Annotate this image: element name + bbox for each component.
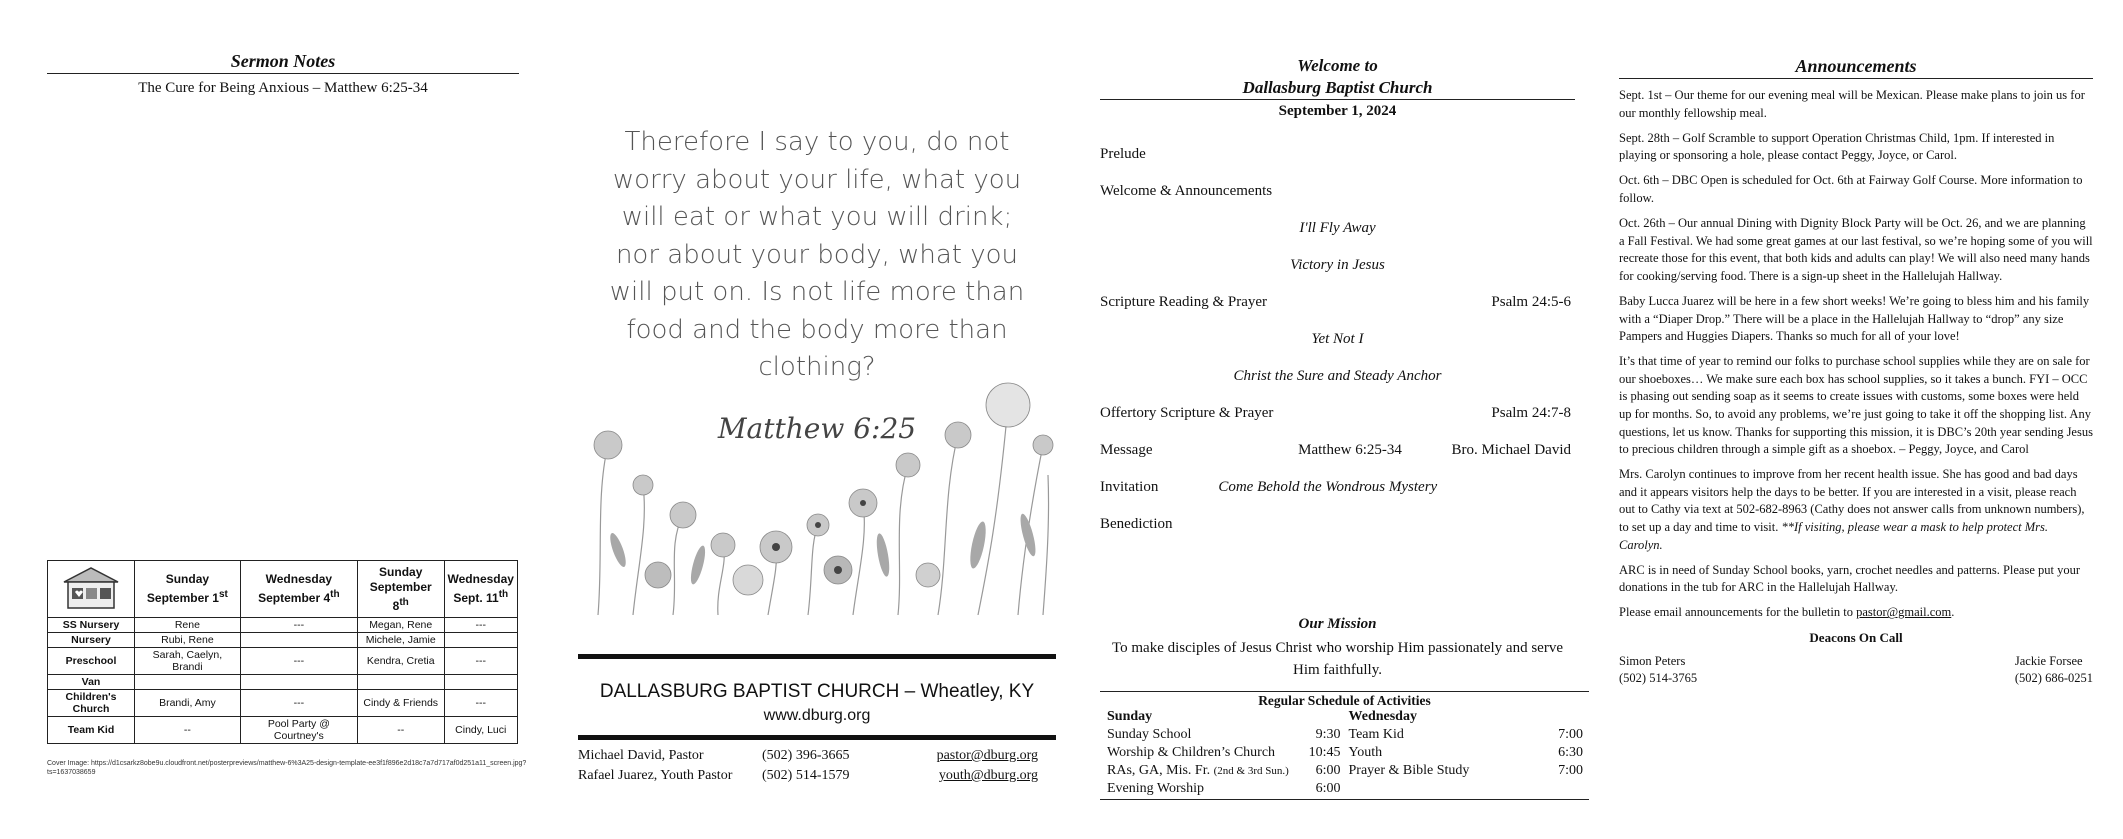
verse-text <box>578 124 1056 387</box>
service-item <box>1100 469 1575 506</box>
header-sup: th <box>330 589 340 600</box>
announcement-note: **If visiting, please wear a mask to help protect Mrs. Carolyn. <box>1619 520 2049 552</box>
table-header-row <box>48 561 518 618</box>
row-label: Children's Church <box>48 690 135 717</box>
row-label: Preschool <box>48 648 135 675</box>
row-label: Nursery <box>48 633 135 648</box>
verse-reference: Matthew 6:25 <box>717 412 917 445</box>
activity-name: Youth <box>1348 745 1383 760</box>
table-row <box>48 690 518 717</box>
deacon <box>1619 653 1697 687</box>
announcement-email-link[interactable]: pastor@gmail.com <box>1856 605 1952 620</box>
item-label: Message <box>1100 442 1153 458</box>
header-line1: Wednesday <box>447 572 514 586</box>
announcement: ARC is in need of Sunday School books, yarn, crochet needles and patterns. Please put your donations in the tub for ARC in the Hallelujah Hallway. <box>1619 562 2081 595</box>
table-row <box>48 633 518 648</box>
message-ref: Matthew 6:25-34 <box>1298 442 1402 458</box>
table-cell <box>444 675 517 690</box>
staff-email[interactable]: youth@dburg.org <box>938 768 1038 783</box>
table-row <box>48 675 518 690</box>
table-row <box>48 648 518 675</box>
staff-email[interactable]: pastor@dburg.org <box>936 748 1038 763</box>
song-item: I'll Fly Away <box>1299 220 1376 236</box>
activity-name: Team Kid <box>1348 727 1404 742</box>
header-sep8 <box>357 561 444 618</box>
header-sep1 <box>135 561 241 618</box>
schedule-columns <box>1100 709 1589 800</box>
activity-time: 7:00 <box>1558 727 1583 742</box>
activity-name: Prayer & Bible Study <box>1348 763 1470 778</box>
verse-line: nor about your body, what you <box>615 239 1019 270</box>
mission-text: To make disciples of Jesus Christ who worship Him passionately and serve Him faithfully. <box>1112 640 1563 678</box>
verse-line: clothing? <box>758 352 876 382</box>
announcement: Sept. 1st – Our theme for our evening meal will be Mexican. Please make plans to join us for our monthly fellowship meal. <box>1619 88 2085 120</box>
activity-name: Worship & Children’s Church <box>1107 745 1276 760</box>
activity-time: 6:00 <box>1315 781 1341 796</box>
announcement-text: Please email announcements for the bulletin to <box>1619 605 1853 620</box>
activity-time: 9:30 <box>1315 727 1341 742</box>
verse-line: Therefore I say to you, do not <box>624 127 1010 157</box>
announcement: Sept. 28th – Golf Scramble to support Operation Christmas Child, 1pm. If interested in playing or sponsoring a hole, please contact Peggy, Joyce, or Carol. <box>1619 130 2055 163</box>
schedule-row <box>1349 763 1584 781</box>
service-item <box>1100 506 1575 543</box>
header-line1: Sunday <box>379 564 423 579</box>
wednesday-column <box>1345 709 1590 799</box>
table-row <box>48 717 518 744</box>
header-sup: th <box>399 596 409 608</box>
sermon-subtitle: The Cure for Being Anxious – Matthew 6:25-34 <box>138 80 428 96</box>
table-cell: Rubi, Rene <box>135 633 241 648</box>
sermon-notes-panel <box>47 0 527 839</box>
deacon-name: Simon Peters <box>1619 653 1686 668</box>
header-sep11 <box>444 561 517 618</box>
church-name: DALLASBURG BAPTIST CHURCH – Wheatley, KY <box>599 681 1035 702</box>
table-cell: Kendra, Cretia <box>357 648 444 675</box>
header-line2: September 4 <box>258 591 331 605</box>
welcome-line: Welcome to <box>1297 56 1378 75</box>
sermon-notes-title: Sermon Notes <box>47 51 519 74</box>
announcement: Oct. 26th – Our annual Dining with Dignity Block Party will be Oct. 26, and we are planning a Fall Festival. We had some great games at our last festival, so we’re hoping some of you will recreate those for this event, that both kids and adults can play! We will also need many hands for cooking/serving food. There is a sign-up sheet in the Hallelujah Hallway. <box>1619 216 2093 283</box>
nursery-logo-cell <box>48 561 135 618</box>
table-cell: --- <box>240 690 357 717</box>
row-label: Team Kid <box>48 717 135 744</box>
schedule-row <box>1107 763 1341 781</box>
schedule-row <box>1107 745 1341 763</box>
header-line2: September 8 <box>369 579 432 613</box>
scripture-ref: Psalm 24:5-6 <box>1491 294 1571 310</box>
church-heading: Dallasburg Baptist Church <box>1242 78 1433 97</box>
staff-phone: (502) 514-1579 <box>762 768 850 783</box>
table-cell <box>357 675 444 690</box>
cover-image <box>578 120 1056 610</box>
table-cell: Michele, Jamie <box>357 633 444 648</box>
row-label: Van <box>48 675 135 690</box>
table-cell <box>135 675 241 690</box>
announcements-list <box>1619 87 2093 622</box>
activity-name: Sunday School <box>1107 727 1192 742</box>
table-cell: Megan, Rene <box>357 618 444 633</box>
table-cell: --- <box>240 618 357 633</box>
deacons-on-call <box>1619 653 2093 687</box>
church-info <box>578 654 1056 786</box>
announcements-title: Announcements <box>1619 56 2093 79</box>
wednesday-heading: Wednesday <box>1348 709 1417 724</box>
header-sep4 <box>240 561 357 618</box>
activity-time: 6:00 <box>1315 763 1341 778</box>
divider <box>578 735 1056 740</box>
schedule-row <box>1349 745 1584 763</box>
wildflowers-illustration <box>578 375 1056 615</box>
table-cell: --- <box>444 618 517 633</box>
service-item <box>1100 173 1575 210</box>
service-item <box>1100 136 1575 173</box>
deacon-phone: (502) 686-0251 <box>2014 670 2093 685</box>
verse-line: worry about your life, what you <box>612 164 1022 195</box>
staff-name: Michael David, Pastor <box>578 748 704 763</box>
table-row <box>48 618 518 633</box>
staff-row <box>578 746 1056 766</box>
activity-time: 6:30 <box>1558 745 1583 760</box>
staff-name: Rafael Juarez, Youth Pastor <box>578 768 733 783</box>
mission-title: Our Mission <box>1298 616 1377 632</box>
table-cell: Pool Party @ Courtney's <box>240 717 357 744</box>
divider <box>578 654 1056 659</box>
table-cell: -- <box>135 717 241 744</box>
activity-time: 10:45 <box>1308 745 1341 760</box>
verse-line: will put on. Is not life more than <box>609 277 1025 307</box>
table-cell: -- <box>357 717 444 744</box>
item-label: Invitation <box>1100 479 1159 495</box>
announcement: Oct. 6th – DBC Open is scheduled for Oct. 6th at Fairway Golf Course. More information to follow. <box>1619 173 2083 205</box>
schedule-row <box>1349 727 1584 745</box>
schedule-row <box>1107 781 1341 799</box>
cover-credit-label: Cover Image: <box>47 760 90 767</box>
header-line1: Wednesday <box>265 572 333 586</box>
staff-row <box>578 766 1056 786</box>
header-line2: September 1 <box>146 591 219 605</box>
welcome-heading <box>1100 55 1575 100</box>
announcement: It’s that time of year to remind our folks to purchase school supplies while they are on sale for our shoeboxes… We make sure each box has school supplies, so it takes a bunch. FYI – OCC is phasing out sending soap as it seems to create issues with customs, some boxes were held up for months. So, to avoid any problems, we’re just going to take it off the shopping list. Any questions, let us know. Thanks for supporting this mission, it is DBC’s 20th year sending Jesus to precious children through a simple gift as a shoebox. – Peggy, Joyce, and Carol <box>1619 354 2093 457</box>
deacons-title: Deacons On Call <box>1809 629 1903 645</box>
scripture-ref: Psalm 24:7-8 <box>1491 405 1571 421</box>
header-line1: Sunday <box>165 572 210 586</box>
activity-note: (2nd & 3rd Sun.) <box>1213 765 1289 777</box>
table-cell: Sarah, Caelyn, Brandi <box>135 648 241 675</box>
table-cell <box>444 633 517 648</box>
table-cell: --- <box>444 648 517 675</box>
schedule-row <box>1107 727 1341 745</box>
table-cell: Cindy & Friends <box>357 690 444 717</box>
table-cell: Rene <box>135 618 241 633</box>
staff-list <box>578 746 1056 786</box>
item-label: Prelude <box>1100 146 1146 162</box>
cover-credit-url: https://d1csarkz8obe9u.cloudfront.net/posterpreviews/matthew-6%3A25-design-template-ee3f1f896e2d18c7a7d717af0d251a11_screen.jpg?ts=1637038659 <box>47 760 527 776</box>
invitation-song: Come Behold the Wondrous Mystery <box>1218 479 1438 495</box>
announcement <box>1619 466 2093 554</box>
deacon <box>2015 653 2093 687</box>
deacon-phone: (502) 514-3765 <box>1619 670 1698 685</box>
activity-time: 7:00 <box>1558 763 1583 778</box>
service-date: September 1, 2024 <box>1278 103 1397 119</box>
table-cell: Cindy, Luci <box>444 717 517 744</box>
order-of-service-panel <box>1100 0 1583 839</box>
sunday-column <box>1100 709 1345 799</box>
activity-name: Evening Worship <box>1107 781 1204 796</box>
song-item: Victory in Jesus <box>1290 257 1385 273</box>
sunday-heading: Sunday <box>1107 709 1153 724</box>
announcement: Baby Lucca Juarez will be here in a few short weeks! We’re going to bless him and his family with a “Diaper Drop.” There will be a place in the Hallelujah Hallway to “drop” any size Pampers and Huggies Diapers. Thanks so much for all of your love! <box>1619 293 2090 344</box>
song-item: Christ the Sure and Steady Anchor <box>1233 368 1442 384</box>
schedule-title: Regular Schedule of Activities <box>1100 691 1589 709</box>
activity-name: RAs, GA, Mis. Fr. <box>1107 763 1211 778</box>
table-cell <box>240 633 357 648</box>
message-speaker: Bro. Michael David <box>1451 442 1571 458</box>
deacon-name: Jackie Forsee <box>2014 653 2083 668</box>
church-house-icon <box>58 564 124 610</box>
cover-image-credit <box>47 759 527 777</box>
announcements-panel <box>1619 0 2093 839</box>
staff-phone: (502) 396-3665 <box>762 748 850 763</box>
announcement: Please email announcements for the bulletin to pastor@gmail.com. <box>1619 605 1955 620</box>
table-cell: --- <box>240 648 357 675</box>
announcement-text: Mrs. Carolyn continues to improve from her recent health issue. She has good and bad days and it appears visitors help the days to be better. If you are interested in a visit, please reach out to Cathy via text at 502-682-8963 (Cathy does not answer calls from unknown numbers), to set up a day and time to visit. <box>1619 467 2085 535</box>
header-line2: Sept. 11 <box>453 591 499 605</box>
activities-schedule <box>1100 691 1589 800</box>
table-cell: Brandi, Amy <box>135 690 241 717</box>
header-sup: th <box>498 589 509 600</box>
song-item: Yet Not I <box>1311 331 1364 347</box>
verse-line: food and the body more than <box>626 314 1008 345</box>
cover-panel <box>578 0 1056 839</box>
service-item <box>1100 284 1575 321</box>
item-label: Benediction <box>1100 516 1173 532</box>
church-website[interactable]: www.dburg.org <box>763 707 871 724</box>
item-label: Welcome & Announcements <box>1100 183 1273 199</box>
table-cell: --- <box>444 690 517 717</box>
item-label: Scripture Reading & Prayer <box>1100 294 1268 310</box>
row-label: SS Nursery <box>48 618 135 633</box>
order-of-service <box>1100 136 1575 543</box>
nursery-schedule-table <box>47 560 518 744</box>
verse-line: will eat or what you will drink; <box>621 202 1013 232</box>
service-item <box>1100 395 1575 432</box>
item-label: Offertory Scripture & Prayer <box>1100 405 1274 421</box>
table-cell <box>240 675 357 690</box>
service-item <box>1100 432 1575 469</box>
header-sup: st <box>218 589 228 600</box>
